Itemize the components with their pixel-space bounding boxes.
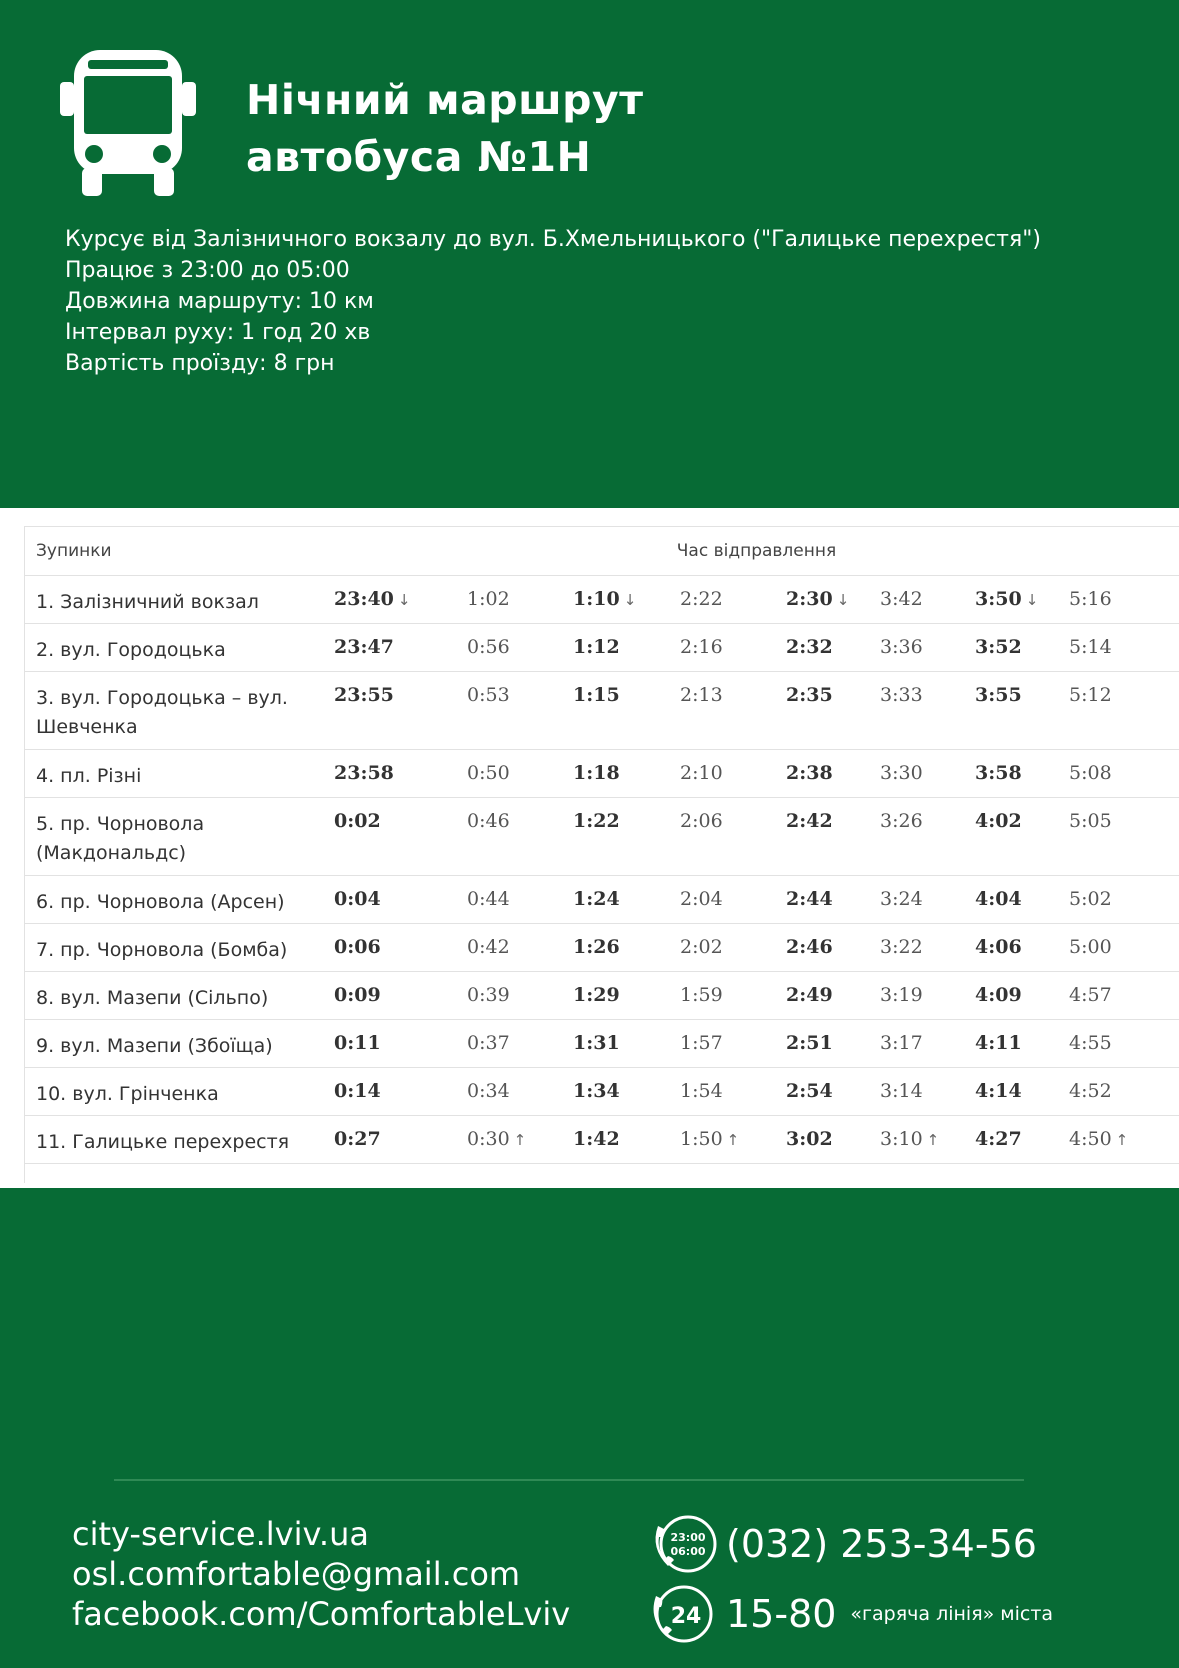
phone-block [650, 1512, 1170, 1652]
stop-name: 10. вул. Грінченка [24, 1068, 334, 1116]
departure-time [975, 1020, 1069, 1068]
departure-time [1069, 924, 1179, 972]
time-value: 3:14 [880, 1080, 923, 1102]
time-value: 3:10 [880, 1128, 923, 1150]
time-value: 4:04 [975, 888, 1022, 910]
departure-time [573, 972, 680, 1020]
arrow-up-icon: ↑ [926, 1131, 940, 1149]
departure-time [880, 876, 975, 924]
title-line-1: Нічний маршрут [246, 76, 644, 124]
departure-time [786, 750, 880, 798]
departure-time [1069, 1020, 1179, 1068]
time-value: 0:11 [334, 1032, 381, 1054]
time-value: 0:30 [467, 1128, 510, 1150]
time-value: 2:49 [786, 984, 833, 1006]
time-value: 2:46 [786, 936, 833, 958]
departure-time [880, 576, 975, 624]
table-row [24, 1116, 1179, 1164]
time-value: 23:55 [334, 684, 394, 706]
time-value: 0:02 [334, 810, 381, 832]
departure-time [786, 576, 880, 624]
phone1-hours-top: 23:00 [670, 1531, 706, 1544]
title-line-2: автобуса №1Н [246, 133, 592, 181]
departure-time [680, 624, 786, 672]
departure-time [334, 876, 467, 924]
departure-time [573, 576, 680, 624]
departure-time [975, 576, 1069, 624]
time-value: 0:44 [467, 888, 510, 910]
time-value: 0:09 [334, 984, 381, 1006]
time-value: 3:50 [975, 588, 1022, 610]
time-value: 2:35 [786, 684, 833, 706]
time-value: 0:42 [467, 936, 510, 958]
time-value: 1:57 [680, 1032, 723, 1054]
time-value: 3:17 [880, 1032, 923, 1054]
departure-time [573, 1020, 680, 1068]
departure-time [880, 1068, 975, 1116]
departure-time [680, 798, 786, 876]
departure-time [467, 750, 573, 798]
stop-name: 6. пр. Чорновола (Арсен) [24, 876, 334, 924]
stop-name: 1. Залізничний вокзал [24, 576, 334, 624]
phone-number-2[interactable]: 15-80 [726, 1592, 837, 1636]
table-row [24, 576, 1179, 624]
facebook-link[interactable]: facebook.com/ComfortableLviv [72, 1595, 571, 1633]
time-value: 3:19 [880, 984, 923, 1006]
departure-time [680, 1020, 786, 1068]
time-value: 0:14 [334, 1080, 381, 1102]
departure-time [786, 924, 880, 972]
time-value: 3:02 [786, 1128, 833, 1150]
footer-divider [114, 1479, 1024, 1481]
departure-time [334, 624, 467, 672]
time-value: 3:36 [880, 636, 923, 658]
time-value: 3:26 [880, 810, 923, 832]
time-value: 0:56 [467, 636, 510, 658]
time-value: 4:06 [975, 936, 1022, 958]
phone-row-2 [650, 1582, 1053, 1646]
departure-time [1069, 798, 1179, 876]
departure-time [467, 576, 573, 624]
departure-time [334, 972, 467, 1020]
stop-name: 5. пр. Чорновола (Макдональдс) [24, 798, 334, 876]
departure-time [467, 876, 573, 924]
departure-time [467, 672, 573, 750]
stop-name: 2. вул. Городоцька [24, 624, 334, 672]
time-value: 2:06 [680, 810, 723, 832]
time-value: 1:50 [680, 1128, 723, 1150]
route-info [65, 224, 1041, 379]
departure-time [334, 798, 467, 876]
departure-time [334, 1020, 467, 1068]
time-value: 4:09 [975, 984, 1022, 1006]
time-value: 0:04 [334, 888, 381, 910]
time-value: 3:58 [975, 762, 1022, 784]
schedule-table [24, 526, 1179, 1164]
departure-time [975, 1068, 1069, 1116]
table-row [24, 876, 1179, 924]
departure-time [573, 1116, 680, 1164]
phone-number-1[interactable]: (032) 253-34-56 [726, 1522, 1037, 1566]
time-value: 1:26 [573, 936, 620, 958]
stop-name: 4. пл. Різні [24, 750, 334, 798]
departure-time [1069, 1116, 1179, 1164]
time-value: 2:30 [786, 588, 833, 610]
table-row [24, 972, 1179, 1020]
departure-time [573, 624, 680, 672]
hotline-note: «гаряча лінія» міста [850, 1603, 1054, 1625]
route-length: Довжина маршруту: 10 км [65, 289, 374, 314]
table-row [24, 1068, 1179, 1116]
time-value: 1:12 [573, 636, 620, 658]
departure-time [573, 798, 680, 876]
table-row [24, 672, 1179, 750]
departure-time [880, 624, 975, 672]
departure-time [1069, 624, 1179, 672]
time-value: 3:24 [880, 888, 923, 910]
time-value: 23:40 [334, 588, 394, 610]
departure-time [786, 672, 880, 750]
arrow-up-icon: ↑ [513, 1131, 527, 1149]
departure-time [786, 1068, 880, 1116]
departure-time [1069, 1068, 1179, 1116]
departure-time [786, 798, 880, 876]
time-value: 2:54 [786, 1080, 833, 1102]
arrow-up-icon: ↑ [726, 1131, 740, 1149]
time-value: 1:34 [573, 1080, 620, 1102]
route-hours: Працює з 23:00 до 05:00 [65, 258, 350, 283]
departure-time [975, 798, 1069, 876]
header-panel [0, 0, 1179, 508]
departure-time [467, 1116, 573, 1164]
departure-time [467, 972, 573, 1020]
time-value: 0:50 [467, 762, 510, 784]
time-value: 3:52 [975, 636, 1022, 658]
departure-time [467, 624, 573, 672]
arrow-down-icon: ↓ [623, 591, 637, 609]
departure-time [975, 672, 1069, 750]
departure-time [467, 924, 573, 972]
time-value: 2:44 [786, 888, 833, 910]
departure-time [467, 1020, 573, 1068]
time-value: 4:57 [1069, 984, 1112, 1006]
departure-time [680, 672, 786, 750]
time-value: 1:18 [573, 762, 620, 784]
departure-time [880, 750, 975, 798]
departure-time [680, 876, 786, 924]
departure-time [975, 924, 1069, 972]
stop-name: 3. вул. Городоцька – вул. Шевченка [24, 672, 334, 750]
table-row [24, 624, 1179, 672]
time-value: 4:11 [975, 1032, 1022, 1054]
time-value: 5:05 [1069, 810, 1112, 832]
time-value: 4:52 [1069, 1080, 1112, 1102]
departure-time [1069, 972, 1179, 1020]
time-value: 0:39 [467, 984, 510, 1006]
departure-time [880, 972, 975, 1020]
stop-name: 9. вул. Мазепи (Збоїща) [24, 1020, 334, 1068]
departure-time [334, 576, 467, 624]
departure-time [680, 576, 786, 624]
time-value: 0:37 [467, 1032, 510, 1054]
time-value: 3:33 [880, 684, 923, 706]
departure-time [680, 750, 786, 798]
time-value: 3:22 [880, 936, 923, 958]
time-value: 4:14 [975, 1080, 1022, 1102]
departure-time [880, 924, 975, 972]
table-row [24, 750, 1179, 798]
route-fare: Вартість проїзду: 8 грн [65, 351, 335, 376]
time-value: 2:38 [786, 762, 833, 784]
departure-time [467, 798, 573, 876]
departure-time [975, 624, 1069, 672]
time-value: 2:04 [680, 888, 723, 910]
time-value: 1:22 [573, 810, 620, 832]
hotline-badge: 24 [670, 1604, 702, 1629]
schedule-panel [0, 508, 1179, 1188]
time-value: 0:34 [467, 1080, 510, 1102]
time-value: 1:02 [467, 588, 510, 610]
time-value: 5:02 [1069, 888, 1112, 910]
time-value: 1:29 [573, 984, 620, 1006]
arrow-down-icon: ↓ [397, 591, 411, 609]
time-value: 1:10 [573, 588, 620, 610]
departure-time [1069, 576, 1179, 624]
time-value: 0:53 [467, 684, 510, 706]
departure-time [1069, 672, 1179, 750]
departure-time [573, 876, 680, 924]
time-value: 23:58 [334, 762, 394, 784]
departure-time [680, 1068, 786, 1116]
time-value: 23:47 [334, 636, 394, 658]
phone1-hours-bottom: 06:00 [670, 1545, 706, 1558]
time-value: 2:10 [680, 762, 723, 784]
column-header-stops: Зупинки [24, 527, 334, 576]
time-value: 2:32 [786, 636, 833, 658]
departure-time [880, 672, 975, 750]
time-value: 0:46 [467, 810, 510, 832]
time-value: 0:06 [334, 936, 381, 958]
route-interval: Інтервал руху: 1 год 20 хв [65, 320, 371, 345]
time-value: 4:55 [1069, 1032, 1112, 1054]
time-value: 3:30 [880, 762, 923, 784]
departure-time [880, 798, 975, 876]
departure-time [334, 672, 467, 750]
stop-name: 7. пр. Чорновола (Бомба) [24, 924, 334, 972]
departure-time [975, 750, 1069, 798]
time-value: 0:27 [334, 1128, 381, 1150]
time-value: 1:54 [680, 1080, 723, 1102]
stop-name: 8. вул. Мазепи (Сільпо) [24, 972, 334, 1020]
table-row [24, 924, 1179, 972]
time-value: 1:15 [573, 684, 620, 706]
time-value: 2:22 [680, 588, 723, 610]
departure-time [680, 1116, 786, 1164]
arrow-down-icon: ↓ [1025, 591, 1039, 609]
departure-time [334, 924, 467, 972]
departure-time [880, 1020, 975, 1068]
departure-time [1069, 876, 1179, 924]
departure-time [334, 1116, 467, 1164]
time-value: 2:16 [680, 636, 723, 658]
column-header-departure: Час відправлення [334, 527, 1179, 576]
departure-time [786, 1116, 880, 1164]
hotline-icon [650, 1582, 720, 1646]
departure-time [786, 876, 880, 924]
time-value: 2:13 [680, 684, 723, 706]
departure-time [573, 750, 680, 798]
departure-time [573, 1068, 680, 1116]
time-value: 2:42 [786, 810, 833, 832]
departure-time [880, 1116, 975, 1164]
arrow-up-icon: ↑ [1115, 1131, 1129, 1149]
departure-time [680, 972, 786, 1020]
time-value: 5:08 [1069, 762, 1112, 784]
departure-time [786, 1020, 880, 1068]
departure-time [573, 924, 680, 972]
bus-icon [60, 50, 196, 196]
phone-icon [650, 1512, 720, 1576]
departure-time [1069, 750, 1179, 798]
departure-time [975, 1116, 1069, 1164]
time-value: 4:27 [975, 1128, 1022, 1150]
departure-time [334, 750, 467, 798]
time-value: 5:12 [1069, 684, 1112, 706]
time-value: 1:24 [573, 888, 620, 910]
stop-name: 11. Галицьке перехрестя [24, 1116, 334, 1164]
departure-time [573, 672, 680, 750]
departure-time [786, 972, 880, 1020]
website-link[interactable]: city-service.lviv.ua [72, 1515, 369, 1553]
departure-time [786, 624, 880, 672]
departure-time [467, 1068, 573, 1116]
time-value: 3:42 [880, 588, 923, 610]
time-value: 3:55 [975, 684, 1022, 706]
time-value: 1:42 [573, 1128, 620, 1150]
time-value: 5:00 [1069, 936, 1112, 958]
departure-time [334, 1068, 467, 1116]
departure-time [975, 972, 1069, 1020]
table-row [24, 798, 1179, 876]
time-value: 1:31 [573, 1032, 620, 1054]
time-value: 4:50 [1069, 1128, 1112, 1150]
time-value: 5:16 [1069, 588, 1112, 610]
email-link[interactable]: osl.comfortable@gmail.com [72, 1555, 521, 1593]
time-value: 1:59 [680, 984, 723, 1006]
contacts [72, 1514, 570, 1634]
departure-time [975, 876, 1069, 924]
time-value: 4:02 [975, 810, 1022, 832]
route-description: Курсує від Залізничного вокзалу до вул. Б.Хмельницького ("Галицьке перехрестя") [65, 227, 1041, 252]
phone-row-1 [650, 1512, 1037, 1576]
departure-time [680, 924, 786, 972]
table-header-row [24, 527, 1179, 576]
arrow-down-icon: ↓ [836, 591, 850, 609]
table-row [24, 1020, 1179, 1068]
time-value: 2:02 [680, 936, 723, 958]
time-value: 5:14 [1069, 636, 1112, 658]
time-value: 2:51 [786, 1032, 833, 1054]
page-title [246, 72, 643, 186]
